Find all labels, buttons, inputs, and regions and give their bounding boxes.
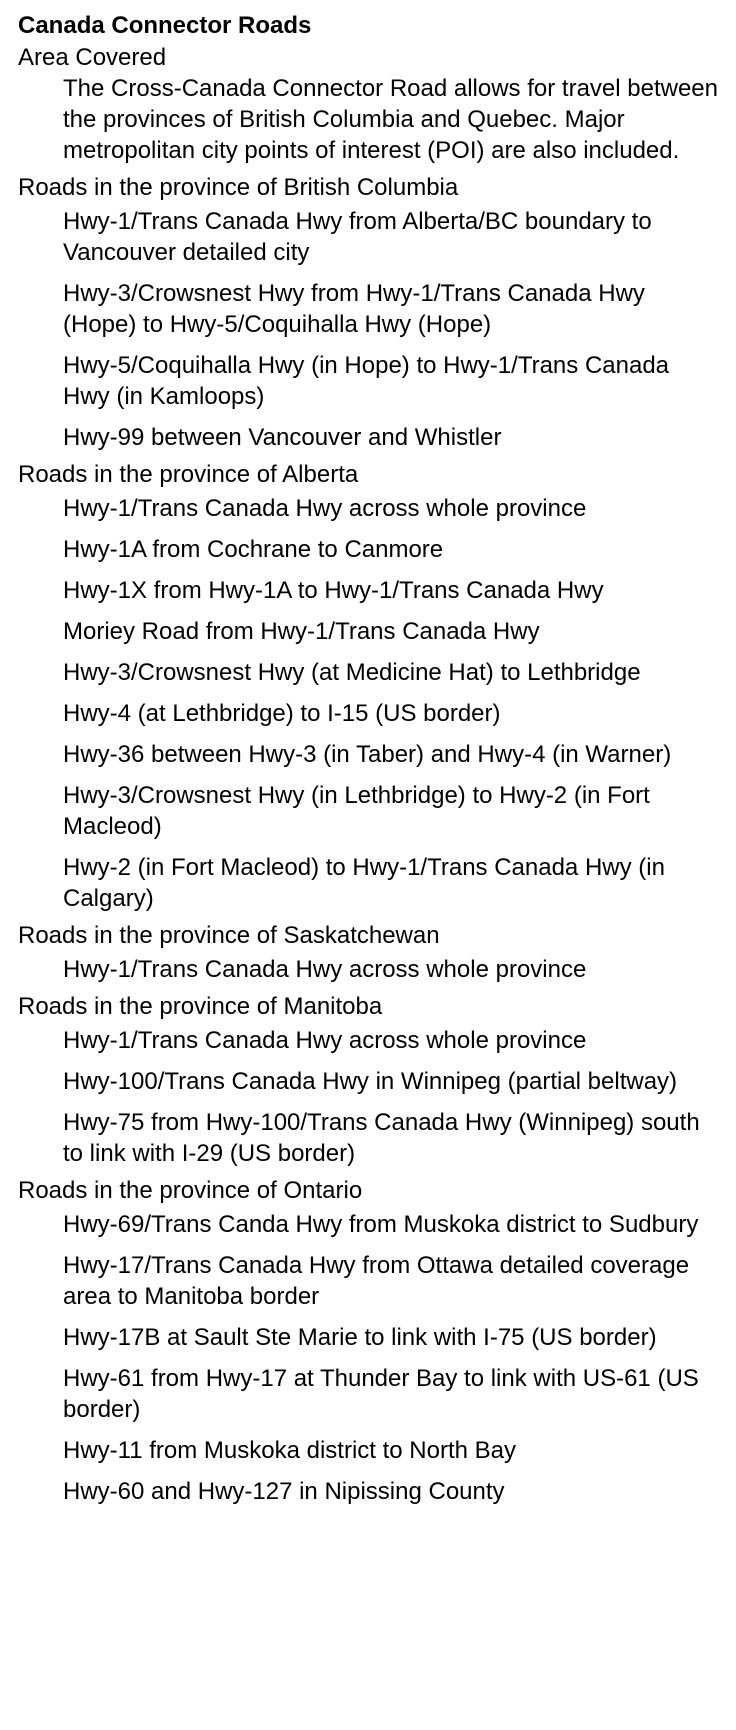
document-page <box>18 10 718 1513</box>
province-heading: Roads in the province of Alberta <box>18 461 359 488</box>
province-section <box>18 1175 718 1507</box>
province-section <box>18 991 718 1169</box>
province-sections <box>18 172 718 1507</box>
road-list-item: Hwy-11 from Muskoka district to North Bay <box>63 1437 517 1464</box>
province-heading: Roads in the province of Manitoba <box>18 993 383 1020</box>
road-list-item: Hwy-3/Crowsnest Hwy (at Medicine Hat) to Lethbridge <box>63 659 641 686</box>
road-list-item: Hwy-99 between Vancouver and Whistler <box>63 424 502 451</box>
road-list-item: Hwy-1/Trans Canada Hwy across whole province <box>63 1027 587 1054</box>
road-list-item: Hwy-75 from Hwy-100/Trans Canada Hwy (Winnipeg) south to link with I-29 (US border) <box>63 1109 700 1167</box>
road-list-item: Hwy-61 from Hwy-17 at Thunder Bay to link with US-61 (US border) <box>63 1365 699 1423</box>
area-covered-text: The Cross-Canada Connector Road allows for travel between the provinces of British Columbia and Quebec. Major metropolitan city points of interest (POI) are also included. <box>63 75 718 164</box>
road-list-item: Hwy-2 (in Fort Macleod) to Hwy-1/Trans Canada Hwy (in Calgary) <box>63 854 665 912</box>
area-covered-section <box>18 42 718 166</box>
province-section <box>18 920 718 985</box>
road-list-item: Hwy-5/Coquihalla Hwy (in Hope) to Hwy-1/Trans Canada Hwy (in Kamloops) <box>63 352 670 410</box>
road-list-item: Hwy-100/Trans Canada Hwy in Winnipeg (partial beltway) <box>63 1068 678 1095</box>
area-covered-heading: Area Covered <box>18 44 167 71</box>
province-heading: Roads in the province of British Columbia <box>18 174 459 201</box>
road-list-item: Hwy-1/Trans Canada Hwy across whole province <box>63 495 587 522</box>
road-list-item: Hwy-17/Trans Canada Hwy from Ottawa detailed coverage area to Manitoba border <box>63 1252 690 1310</box>
road-list-item: Hwy-1A from Cochrane to Canmore <box>63 536 444 563</box>
road-list-item: Hwy-69/Trans Canda Hwy from Muskoka district to Sudbury <box>63 1211 699 1238</box>
province-section <box>18 172 718 453</box>
province-heading: Roads in the province of Ontario <box>18 1177 363 1204</box>
road-list-item: Hwy-4 (at Lethbridge) to I-15 (US border) <box>63 700 501 727</box>
road-list-item: Hwy-3/Crowsnest Hwy from Hwy-1/Trans Canada Hwy (Hope) to Hwy-5/Coquihalla Hwy (Hope) <box>63 280 645 338</box>
road-list-item: Hwy-3/Crowsnest Hwy (in Lethbridge) to Hwy-2 (in Fort Macleod) <box>63 782 650 840</box>
document-title: Canada Connector Roads <box>18 12 312 39</box>
province-heading: Roads in the province of Saskatchewan <box>18 922 440 949</box>
road-list-item: Hwy-1/Trans Canada Hwy from Alberta/BC boundary to Vancouver detailed city <box>63 208 652 266</box>
province-section <box>18 459 718 914</box>
road-list-item: Hwy-60 and Hwy-127 in Nipissing County <box>63 1478 505 1505</box>
road-list-item: Hwy-1/Trans Canada Hwy across whole province <box>63 956 587 983</box>
road-list-item: Moriey Road from Hwy-1/Trans Canada Hwy <box>63 618 540 645</box>
road-list-item: Hwy-36 between Hwy-3 (in Taber) and Hwy-4 (in Warner) <box>63 741 672 768</box>
road-list-item: Hwy-1X from Hwy-1A to Hwy-1/Trans Canada Hwy <box>63 577 604 604</box>
road-list-item: Hwy-17B at Sault Ste Marie to link with I-75 (US border) <box>63 1324 657 1351</box>
